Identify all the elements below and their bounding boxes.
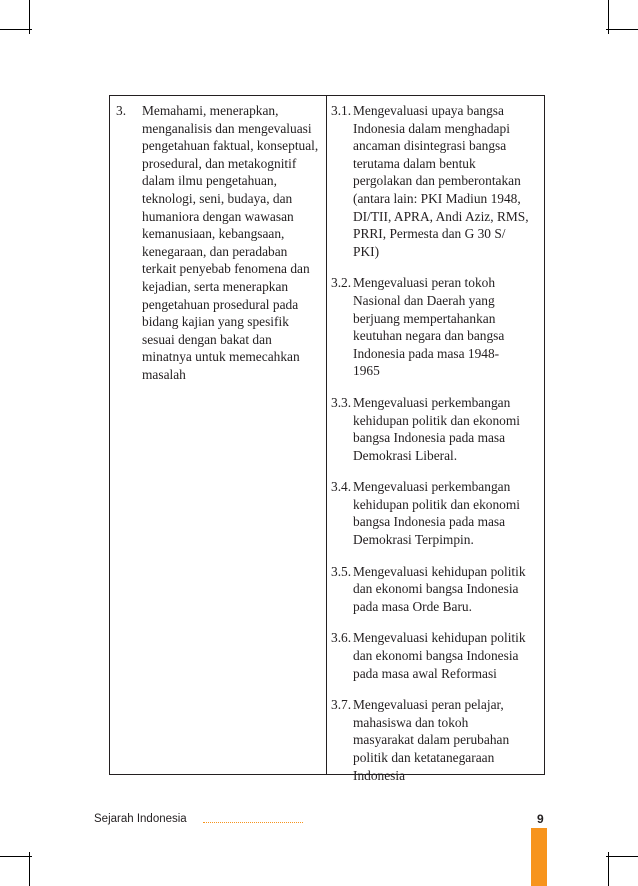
item-text <box>353 394 542 464</box>
text-line: keutuhan negara dan bangsa <box>353 328 505 344</box>
text-line: dan ekonomi bangsa Indonesia <box>353 648 519 664</box>
text-line: bangsa Indonesia pada masa <box>353 514 506 530</box>
core-competency-column <box>110 96 327 774</box>
text-line: terutama dalam bentuk <box>353 155 476 171</box>
crop-mark <box>0 856 32 857</box>
text-line: Mengevaluasi upaya bangsa <box>353 103 504 118</box>
text-line: humaniora dengan wawasan <box>142 208 294 224</box>
item-text <box>353 563 542 616</box>
crop-mark <box>0 29 32 30</box>
text-line: pada masa Orde Baru. <box>353 598 472 614</box>
text-line: kehidupan politik dan ekonomi <box>353 412 520 428</box>
text-line: Mengevaluasi peran tokoh <box>353 275 496 291</box>
basic-competency-item <box>331 274 542 380</box>
item-number: 3.1. <box>331 103 352 118</box>
text-line: (antara lain: PKI Madiun 1948, <box>353 190 521 206</box>
text-line: Indonesia dalam menghadapi <box>353 120 510 136</box>
book-title: Sejarah Indonesia <box>94 813 187 825</box>
basic-competency-item <box>331 394 542 464</box>
text-line: Memahami, menerapkan, <box>142 103 279 118</box>
competency-table <box>109 95 545 783</box>
basic-competency-item <box>331 563 542 616</box>
text-line: Mengevaluasi peran pelajar, <box>353 697 504 713</box>
text-line: berjuang mempertahankan <box>353 310 496 326</box>
text-line: Indonesia pada masa 1948- <box>353 345 500 361</box>
text-line: Mengevaluasi kehidupan politik <box>353 563 526 579</box>
crop-mark <box>608 852 609 886</box>
basic-competency-column <box>327 96 544 783</box>
crop-mark <box>29 852 30 886</box>
text-line: sesuai dengan bakat dan <box>142 331 272 347</box>
item-text <box>353 478 542 548</box>
item-number: 3.3. <box>331 394 352 410</box>
item-text <box>353 629 542 682</box>
item-text <box>142 102 322 384</box>
item-number: 3.5. <box>331 563 352 579</box>
item-number: 3. <box>116 103 127 118</box>
basic-competency-item <box>331 629 542 682</box>
item-number: 3.7. <box>331 697 352 713</box>
item-number: 3.6. <box>331 630 352 646</box>
text-line: Nasional dan Daerah yang <box>353 292 495 308</box>
item-text <box>353 696 542 784</box>
core-competency-item <box>116 102 322 384</box>
item-number: 3.2. <box>331 275 352 291</box>
text-line: PKI) <box>353 243 380 259</box>
text-line: politik dan ketatanegaraan <box>353 750 495 765</box>
text-line: bangsa Indonesia pada masa <box>353 430 506 446</box>
text-line: dan ekonomi bangsa Indonesia <box>353 581 519 597</box>
text-line: kemanusiaan, kebangsaan, <box>142 226 285 242</box>
text-line: kenegaraan, dan peradaban <box>142 243 288 259</box>
text-line: pergolakan dan pemberontakan <box>353 173 521 189</box>
item-number: 3.4. <box>331 479 352 495</box>
text-line: dalam ilmu pengetahuan, <box>142 173 277 189</box>
text-line: kehidupan politik dan ekonomi <box>353 496 520 512</box>
text-line: Mengevaluasi perkembangan <box>353 479 511 495</box>
text-line: mahasiswa dan tokoh <box>353 714 469 730</box>
text-line: Indonesia <box>353 767 406 783</box>
page-tab-marker <box>531 828 547 886</box>
text-line: Demokrasi Liberal. <box>353 447 458 463</box>
text-line: Mengevaluasi perkembangan <box>353 394 511 410</box>
text-line: pengetahuan prosedural pada <box>142 296 299 312</box>
text-line: masyarakat dalam perubahan <box>353 732 510 748</box>
text-line: PRRI, Permesta dan G 30 S/ <box>353 226 506 242</box>
text-line: bidang kajian yang spesifik <box>142 314 289 330</box>
item-text <box>353 102 542 260</box>
item-text <box>353 274 542 380</box>
crop-mark <box>606 29 638 30</box>
text-line: kejadian, serta menerapkan <box>142 278 289 294</box>
text-line: DI/TII, APRA, Andi Aziz, RMS, <box>353 208 529 224</box>
text-line: menganalisis dan mengevaluasi <box>142 120 312 136</box>
text-line: pengetahuan faktual, konseptual, <box>142 138 319 154</box>
basic-competency-item <box>331 102 542 260</box>
footer-rule <box>203 822 303 823</box>
text-line: 1965 <box>353 363 380 379</box>
basic-competency-item <box>331 696 542 784</box>
text-line: Demokrasi Terpimpin. <box>353 532 474 548</box>
text-line: prosedural, dan metakognitif <box>142 155 297 171</box>
text-line: minatnya untuk memecahkan <box>142 349 300 365</box>
page-number: 9 <box>537 812 544 826</box>
text-line: teknologi, seni, budaya, dan <box>142 190 293 206</box>
text-line: Mengevaluasi kehidupan politik <box>353 630 526 646</box>
text-line: ancaman disintegrasi bangsa <box>353 138 507 154</box>
text-line: terkait penyebab fenomena dan <box>142 261 310 277</box>
text-line: pada masa awal Reformasi <box>353 665 497 681</box>
basic-competency-item <box>331 478 542 548</box>
crop-mark <box>606 856 638 857</box>
text-line: masalah <box>142 366 186 382</box>
